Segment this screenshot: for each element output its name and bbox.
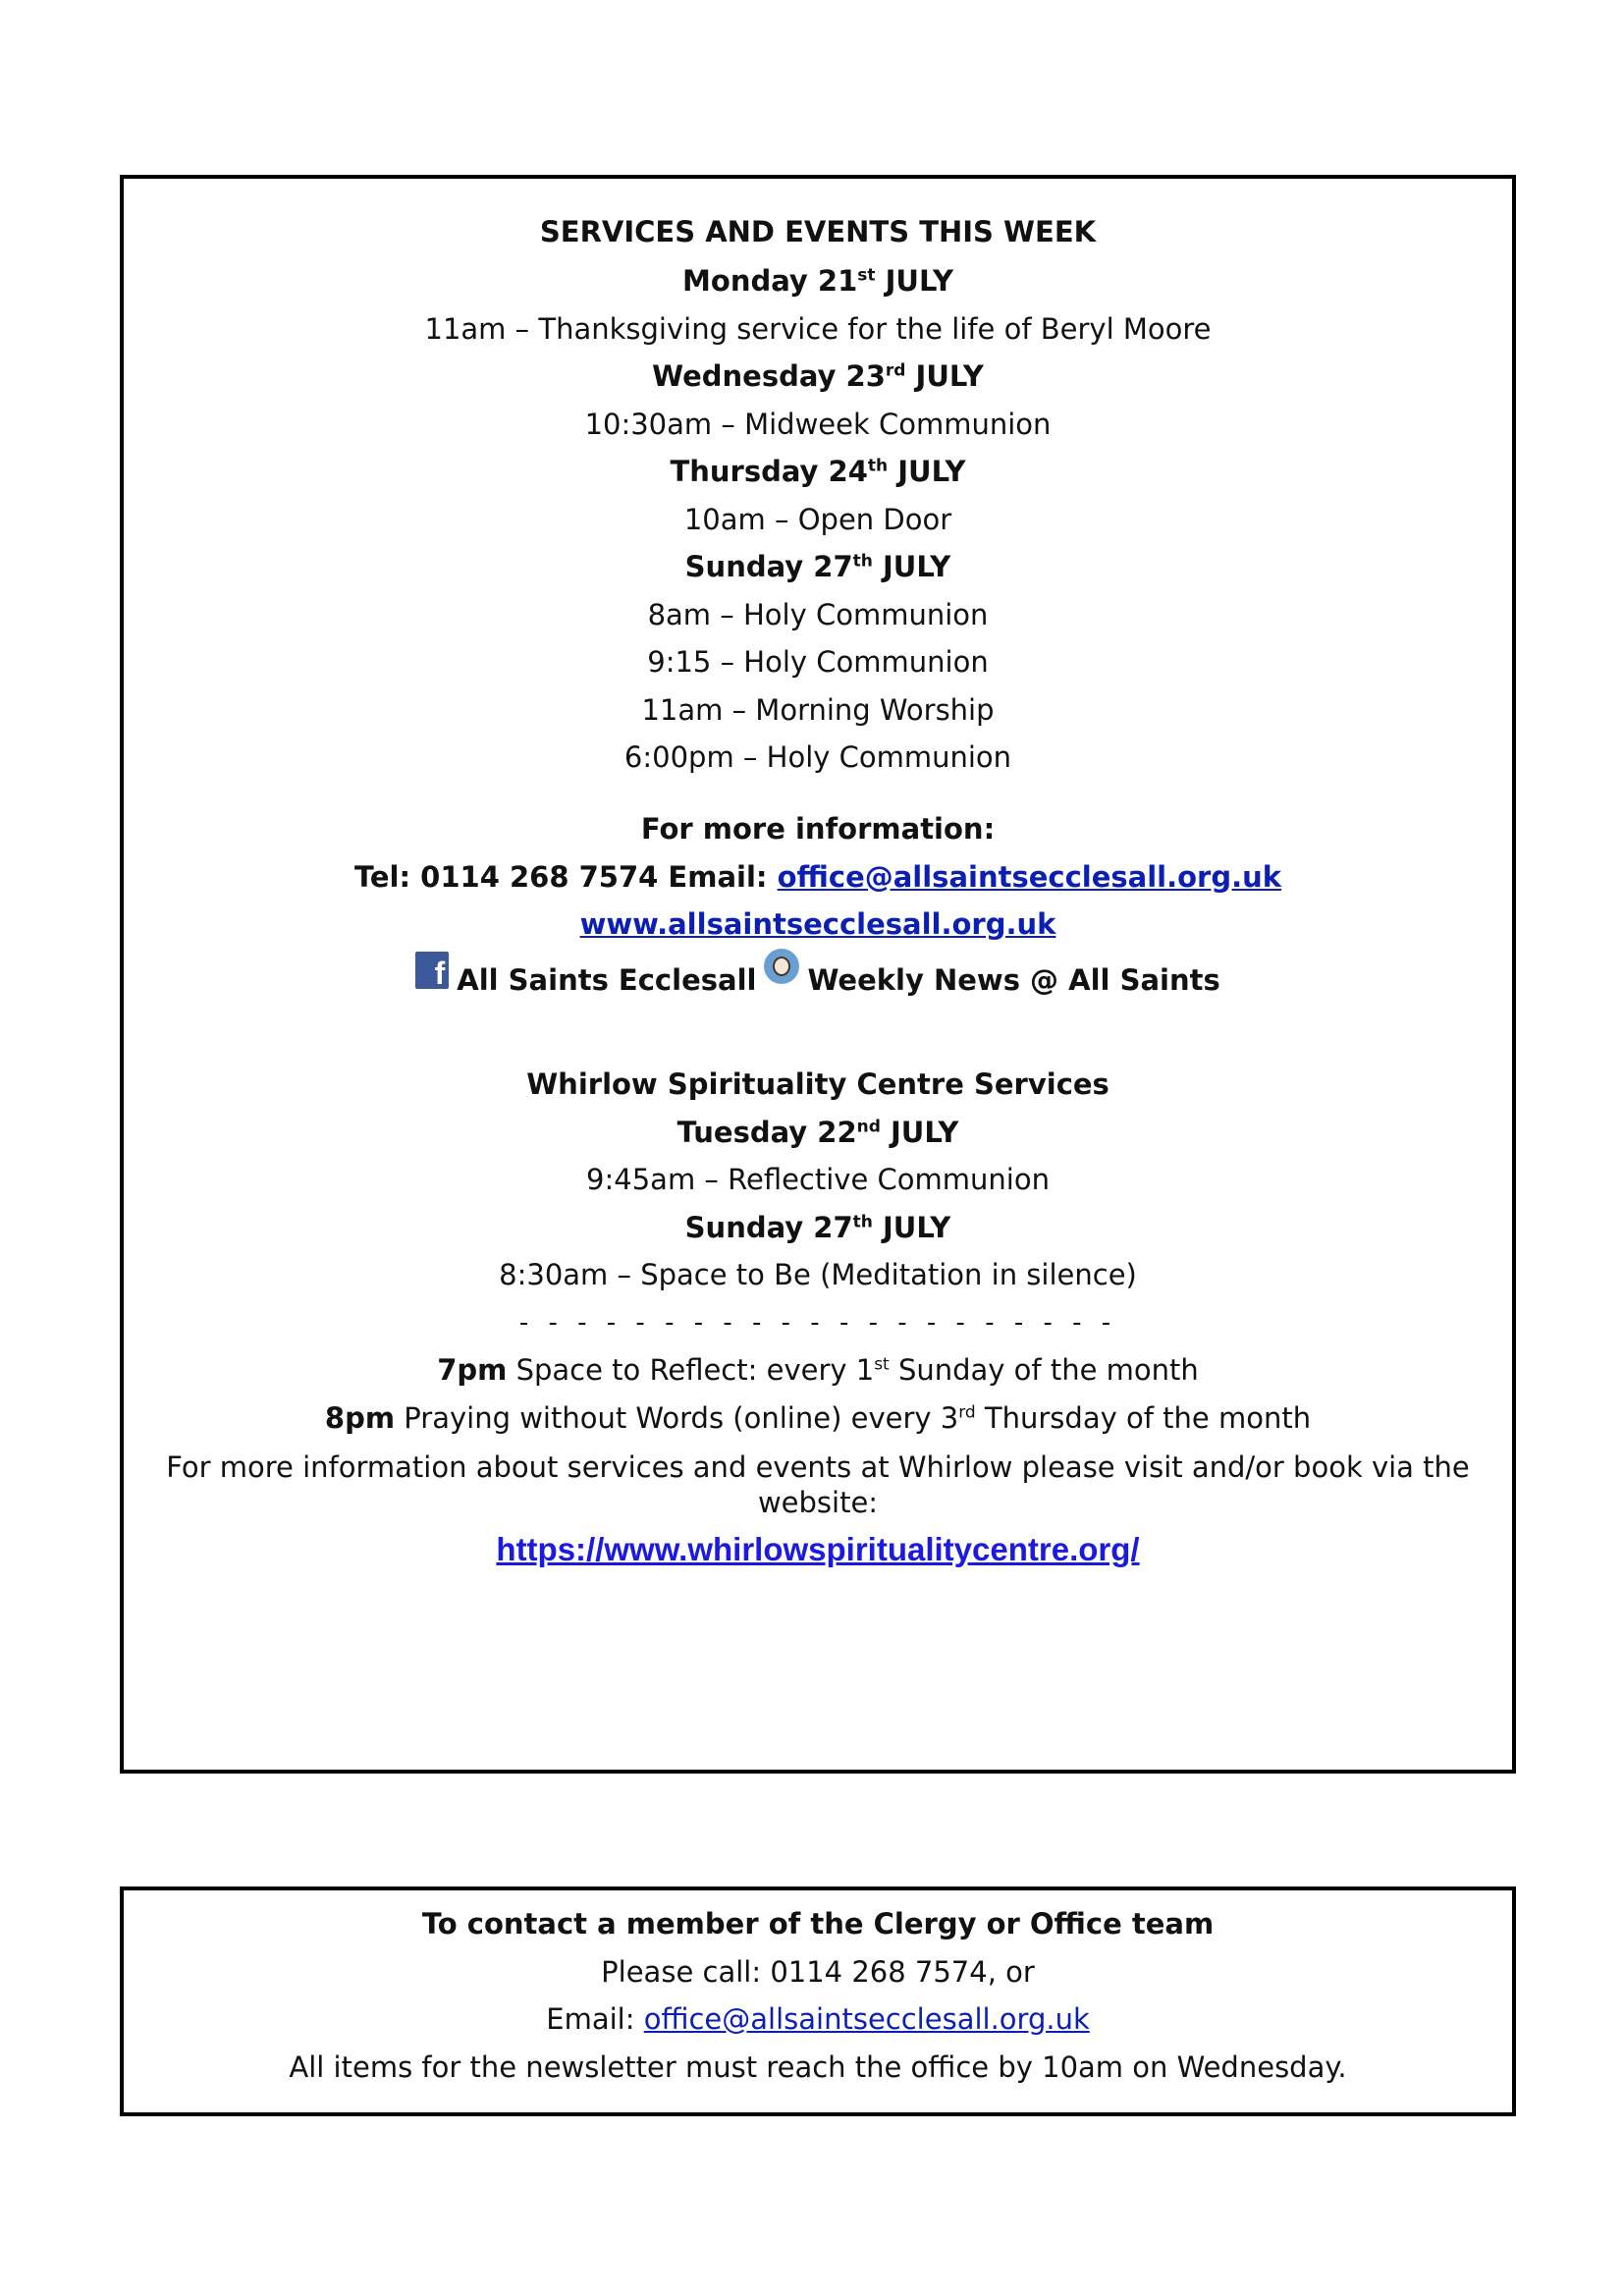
event-item: 8:30am – Space to Be (Meditation in silence) [499,1258,1137,1291]
divider: - - - - - - - - - - - - - - - - - - - - - [518,1307,1117,1338]
whirlow-heading: Whirlow Spirituality Centre Services [526,1067,1109,1101]
contact-heading: To contact a member of the Clergy or Office team [421,1907,1215,1941]
contact-box [120,1886,1516,2116]
day-heading: Monday 21st JULY [682,264,953,298]
event-item: 9:15 – Holy Communion [647,645,989,679]
contact-info-section [124,805,1512,1004]
website-line [124,901,1512,949]
regular-event: 7pm Space to Reflect: every 1st Sunday of the month [437,1353,1199,1387]
tel-label: Tel: 0114 268 7574 Email: [353,859,778,894]
services-box [120,175,1516,1774]
deadline-note: All items for the newsletter must reach the office by 10am on Wednesday. [289,2050,1347,2084]
event-item: 10:30am – Midweek Communion [584,407,1052,441]
mailchimp-icon[interactable] [764,949,799,984]
news-label[interactable]: Weekly News @ All Saints [807,962,1220,997]
social-line [124,949,1512,1005]
day-heading: Tuesday 22nd JULY [676,1115,959,1149]
contact-phone: Please call: 0114 268 7574, or [601,1954,1035,1989]
contact-email-line: Email: office@allsaintsecclesall.org.uk [546,2002,1090,2036]
event-item: 10am – Open Door [683,502,952,536]
day-heading: Sunday 27th JULY [684,1210,951,1244]
info-heading: For more information: [640,812,996,846]
services-schedule [124,257,1512,782]
whirlow-url-link[interactable]: https://www.whirlowspiritualitycentre.org/ [496,1531,1140,1567]
services-title: SERVICES AND EVENTS THIS WEEK [539,215,1097,248]
contact-email-link[interactable]: office@allsaintsecclesall.org.uk [643,2002,1090,2036]
event-item: 9:45am – Reflective Communion [586,1163,1050,1196]
more-info-text: For more information about services and events at Whirlow please visit and/or book via the website: [166,1450,1470,1519]
event-item: 8am – Holy Communion [647,597,989,631]
day-heading: Sunday 27th JULY [684,550,951,583]
event-item: 11am – Thanksgiving service for the life of Beryl Moore [424,311,1212,346]
event-item: 6:00pm – Holy Communion [623,740,1012,774]
facebook-label[interactable]: All Saints Ecclesall [457,962,757,997]
email-link[interactable]: office@allsaintsecclesall.org.uk [777,859,1282,894]
regular-event: 8pm Praying without Words (online) every 3rd Thursday of the month [324,1400,1312,1435]
day-heading: Thursday 24th JULY [670,455,966,488]
event-item: 11am – Morning Worship [641,692,995,727]
day-heading: Wednesday 23rd JULY [652,359,984,393]
whirlow-section [124,1061,1512,1575]
tel-email-line [124,853,1512,902]
whirlow-url-line [124,1520,1512,1575]
website-link[interactable]: www.allsaintsecclesall.org.uk [579,907,1056,941]
facebook-icon[interactable]: f [415,952,449,989]
